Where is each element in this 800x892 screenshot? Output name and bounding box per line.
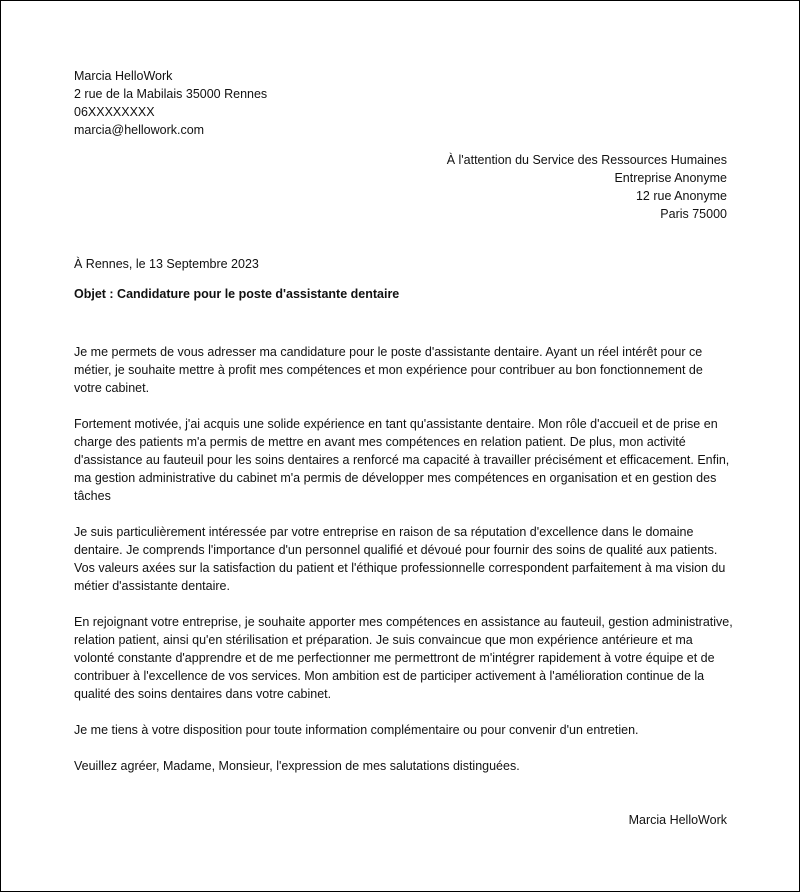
sender-block [74,67,267,139]
recipient-attention: À l'attention du Service des Ressources Humaines [446,153,727,167]
place-date: À Rennes, le 13 Septembre 2023 [74,257,259,271]
body-paragraph: Je me tiens à votre disposition pour toute information complémentaire ou pour convenir d'un entretien. [74,723,639,737]
letter-subject: Objet : Candidature pour le poste d'assistante dentaire [74,287,400,301]
sender-name: Marcia HelloWork [74,69,173,83]
recipient-block [447,151,727,223]
signature: Marcia HelloWork [628,813,727,827]
recipient-street: 12 rue Anonyme [635,189,727,203]
body-paragraph: En rejoignant votre entreprise, je souhaite apporter mes compétences en assistance au fauteuil, gestion administrative, relation patient, ainsi qu'en stérilisation et préparation. Je suis convaincue que mon expérience antérieure et ma volonté constante d'apprendre et de me perfectionner me permettront de m'intégrer rapidement à votre équipe et de contribuer à l'excellence de vos services. Mon ambition est de participer activement à l'amélioration continue de la qualité des soins dentaires dans votre cabinet. [74,615,733,701]
body-paragraph: Je suis particulièrement intéressée par votre entreprise en raison de sa réputation d'excellence dans le domaine dentaire. Je comprends l'importance d'un personnel qualifié et dévoué pour fournir des soins de qualité aux patients. Vos valeurs axées sur la satisfaction du patient et l'éthique professionnelle correspondent parfaitement à ma vision du métier d'assistante dentaire. [74,525,726,593]
body-paragraph: Je me permets de vous adresser ma candidature pour le poste d'assistante dentaire. Ayant un réel intérêt pour ce métier, je souhaite mettre à profit mes compétences et mon expérience pour contribuer au bon fonctionnement de votre cabinet. [74,345,703,395]
recipient-city: Paris 75000 [660,207,727,221]
closing-paragraph: Veuillez agréer, Madame, Monsieur, l'expression de mes salutations distinguées. [74,759,520,773]
sender-email: marcia@hellowork.com [74,123,205,137]
sender-phone: 06XXXXXXXX [74,105,155,119]
recipient-company: Entreprise Anonyme [614,171,727,185]
body-paragraph: Fortement motivée, j'ai acquis une solide expérience en tant qu'assistante dentaire. Mon rôle d'accueil et de prise en charge des patients m'a permis de mettre en avant mes compétences en relation patient. De plus, mon activité d'assistance au fauteuil pour les soins dentaires a renforcé ma capacité à travailler précisément et efficacement. Enfin, ma gestion administrative du cabinet m'a permis de développer mes compétences en organisation et en gestion des tâches [74,417,730,503]
sender-address: 2 rue de la Mabilais 35000 Rennes [74,87,268,101]
letter-body [74,343,734,793]
